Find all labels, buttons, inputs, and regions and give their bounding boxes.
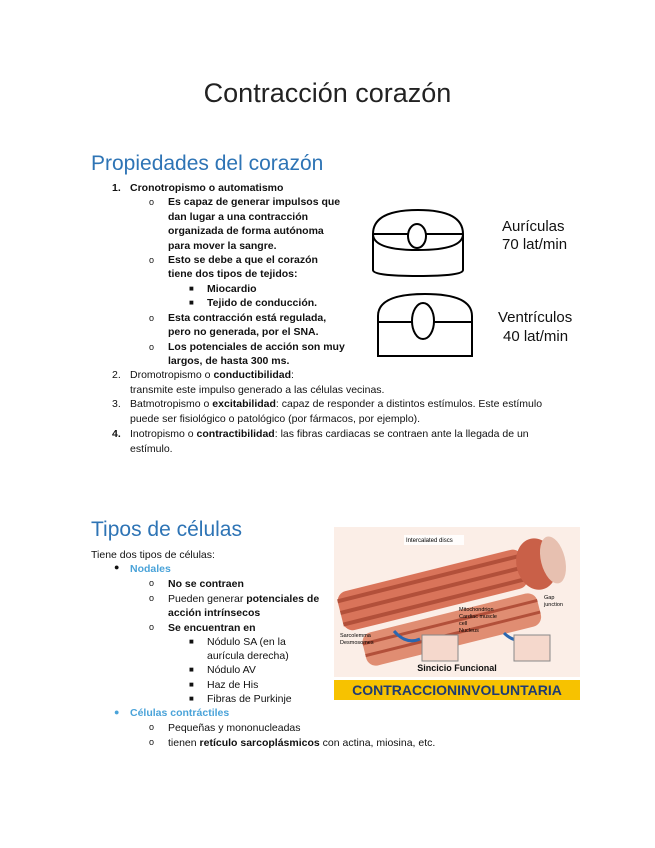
bullet-circle: o (149, 593, 155, 603)
sub-line: organizada de forma autónoma (168, 225, 324, 237)
auricle-diagram (368, 204, 468, 282)
node-item: Haz de His (207, 679, 259, 691)
node-item: Fibras de Purkinje (207, 693, 292, 705)
figure-label: Ventrículos (498, 309, 573, 326)
section-heading-propiedades: Propiedades del corazón (91, 152, 324, 175)
figure-label: 70 lat/min (502, 236, 568, 253)
bullet-square: ■ (189, 694, 194, 703)
bullet-circle: o (149, 722, 155, 732)
bullet-square: ■ (189, 665, 194, 674)
sub-line: No se contraen (168, 578, 244, 590)
bullet-square: ■ (189, 680, 194, 689)
bullet-dot: ● (114, 562, 120, 572)
list-item-batmotropismo: Batmotropismo o excitabilidad: capaz de responder a distintos estímulos. Este estímulo (130, 398, 543, 410)
node-item: Nódulo AV (207, 664, 256, 676)
section-heading-tipos: Tipos de células (91, 518, 242, 541)
list-item-inotropismo: Inotropismo o contractibilidad: las fibras cardiacas se contraen ante la llegada de un (130, 428, 529, 440)
bullet-square: ■ (189, 298, 194, 307)
sub-line: Se encuentran en (168, 622, 256, 634)
list-item-dromotropismo: Dromotropismo o conductibilidad: (130, 369, 294, 381)
image-label: Intercalated discs (406, 538, 453, 544)
contraction-banner: CONTRACCIONINVOLUNTARIA (334, 680, 580, 700)
figure-label: 40 lat/min (503, 328, 569, 345)
sub-line: tienen retículo sarcoplásmicos con actina, miosina, etc. (168, 737, 436, 749)
bullet-square: ■ (189, 637, 194, 646)
sub-line: acción intrínsecos (168, 607, 261, 619)
image-label: Cardiac muscle (459, 614, 497, 620)
list-item-cronotropismo: Cronotropismo o automatismo (130, 182, 284, 194)
sub-line: Esto se debe a que el corazón (168, 254, 318, 266)
image-label: Gap (544, 595, 555, 601)
bullet-dot: ● (114, 707, 120, 717)
list-item-line2: puede ser fisiológico o patológico (por fármacos, por ejemplo). (130, 413, 421, 425)
sub-line: Los potenciales de acción son muy (168, 341, 345, 353)
image-label: junction (544, 602, 563, 608)
bullet-circle: o (149, 578, 155, 588)
image-label: Desmosomes (340, 640, 374, 646)
node-item: aurícula derecha) (207, 650, 289, 662)
list-number: 3. (112, 398, 121, 410)
bullet-circle: o (149, 342, 155, 352)
contractiles-label: Células contráctiles (130, 707, 230, 719)
sub-line: dan lugar a una contracción (168, 211, 309, 223)
intro-text: Tiene dos tipos de células: (91, 549, 215, 561)
sub-line: tiene dos tipos de tejidos: (168, 268, 298, 280)
list-item-line2: transmite este impulso generado a las células vecinas. (130, 384, 385, 396)
image-label: cell (459, 621, 468, 627)
nodales-label: Nodales (130, 563, 171, 575)
bullet-circle: o (149, 197, 155, 207)
list-item-line2: estímulo. (130, 443, 173, 455)
ventricle-diagram (372, 288, 478, 364)
bullet-square: ■ (189, 284, 194, 293)
image-label: Mitochondrion (459, 607, 494, 613)
figure-label: Aurículas (502, 218, 565, 235)
sub-line: Pueden generar potenciales de (168, 593, 320, 605)
sub-line: Esta contracción está regulada, (168, 312, 327, 324)
page-title: Contracción corazón (203, 78, 452, 108)
node-item: Nódulo SA (en la (207, 636, 286, 648)
sub-line: Es capaz de generar impulsos que (168, 196, 341, 208)
list-number: 1. (112, 182, 121, 194)
sub-line: para mover la sangre. (168, 240, 277, 252)
list-number: 2. (112, 369, 121, 381)
cardiac-muscle-figure (334, 527, 580, 702)
cardiac-muscle-illustration (334, 527, 580, 677)
sub-line: pero no generada, por el SNA. (168, 326, 319, 338)
image-label: Sarcolemma (340, 633, 371, 639)
bullet-circle: o (149, 313, 155, 323)
tissue-item: Tejido de conducción. (207, 297, 318, 309)
sub-line: Pequeñas y mononucleadas (168, 722, 301, 734)
bullet-circle: o (149, 622, 155, 632)
list-number: 4. (112, 428, 121, 440)
image-caption: Sincicio Funcional (417, 663, 497, 673)
sub-line: largos, de hasta 300 ms. (168, 355, 290, 367)
tissue-item: Miocardio (207, 283, 257, 295)
image-label: Nucleus (459, 628, 479, 634)
bullet-circle: o (149, 737, 155, 747)
bullet-circle: o (149, 255, 155, 265)
